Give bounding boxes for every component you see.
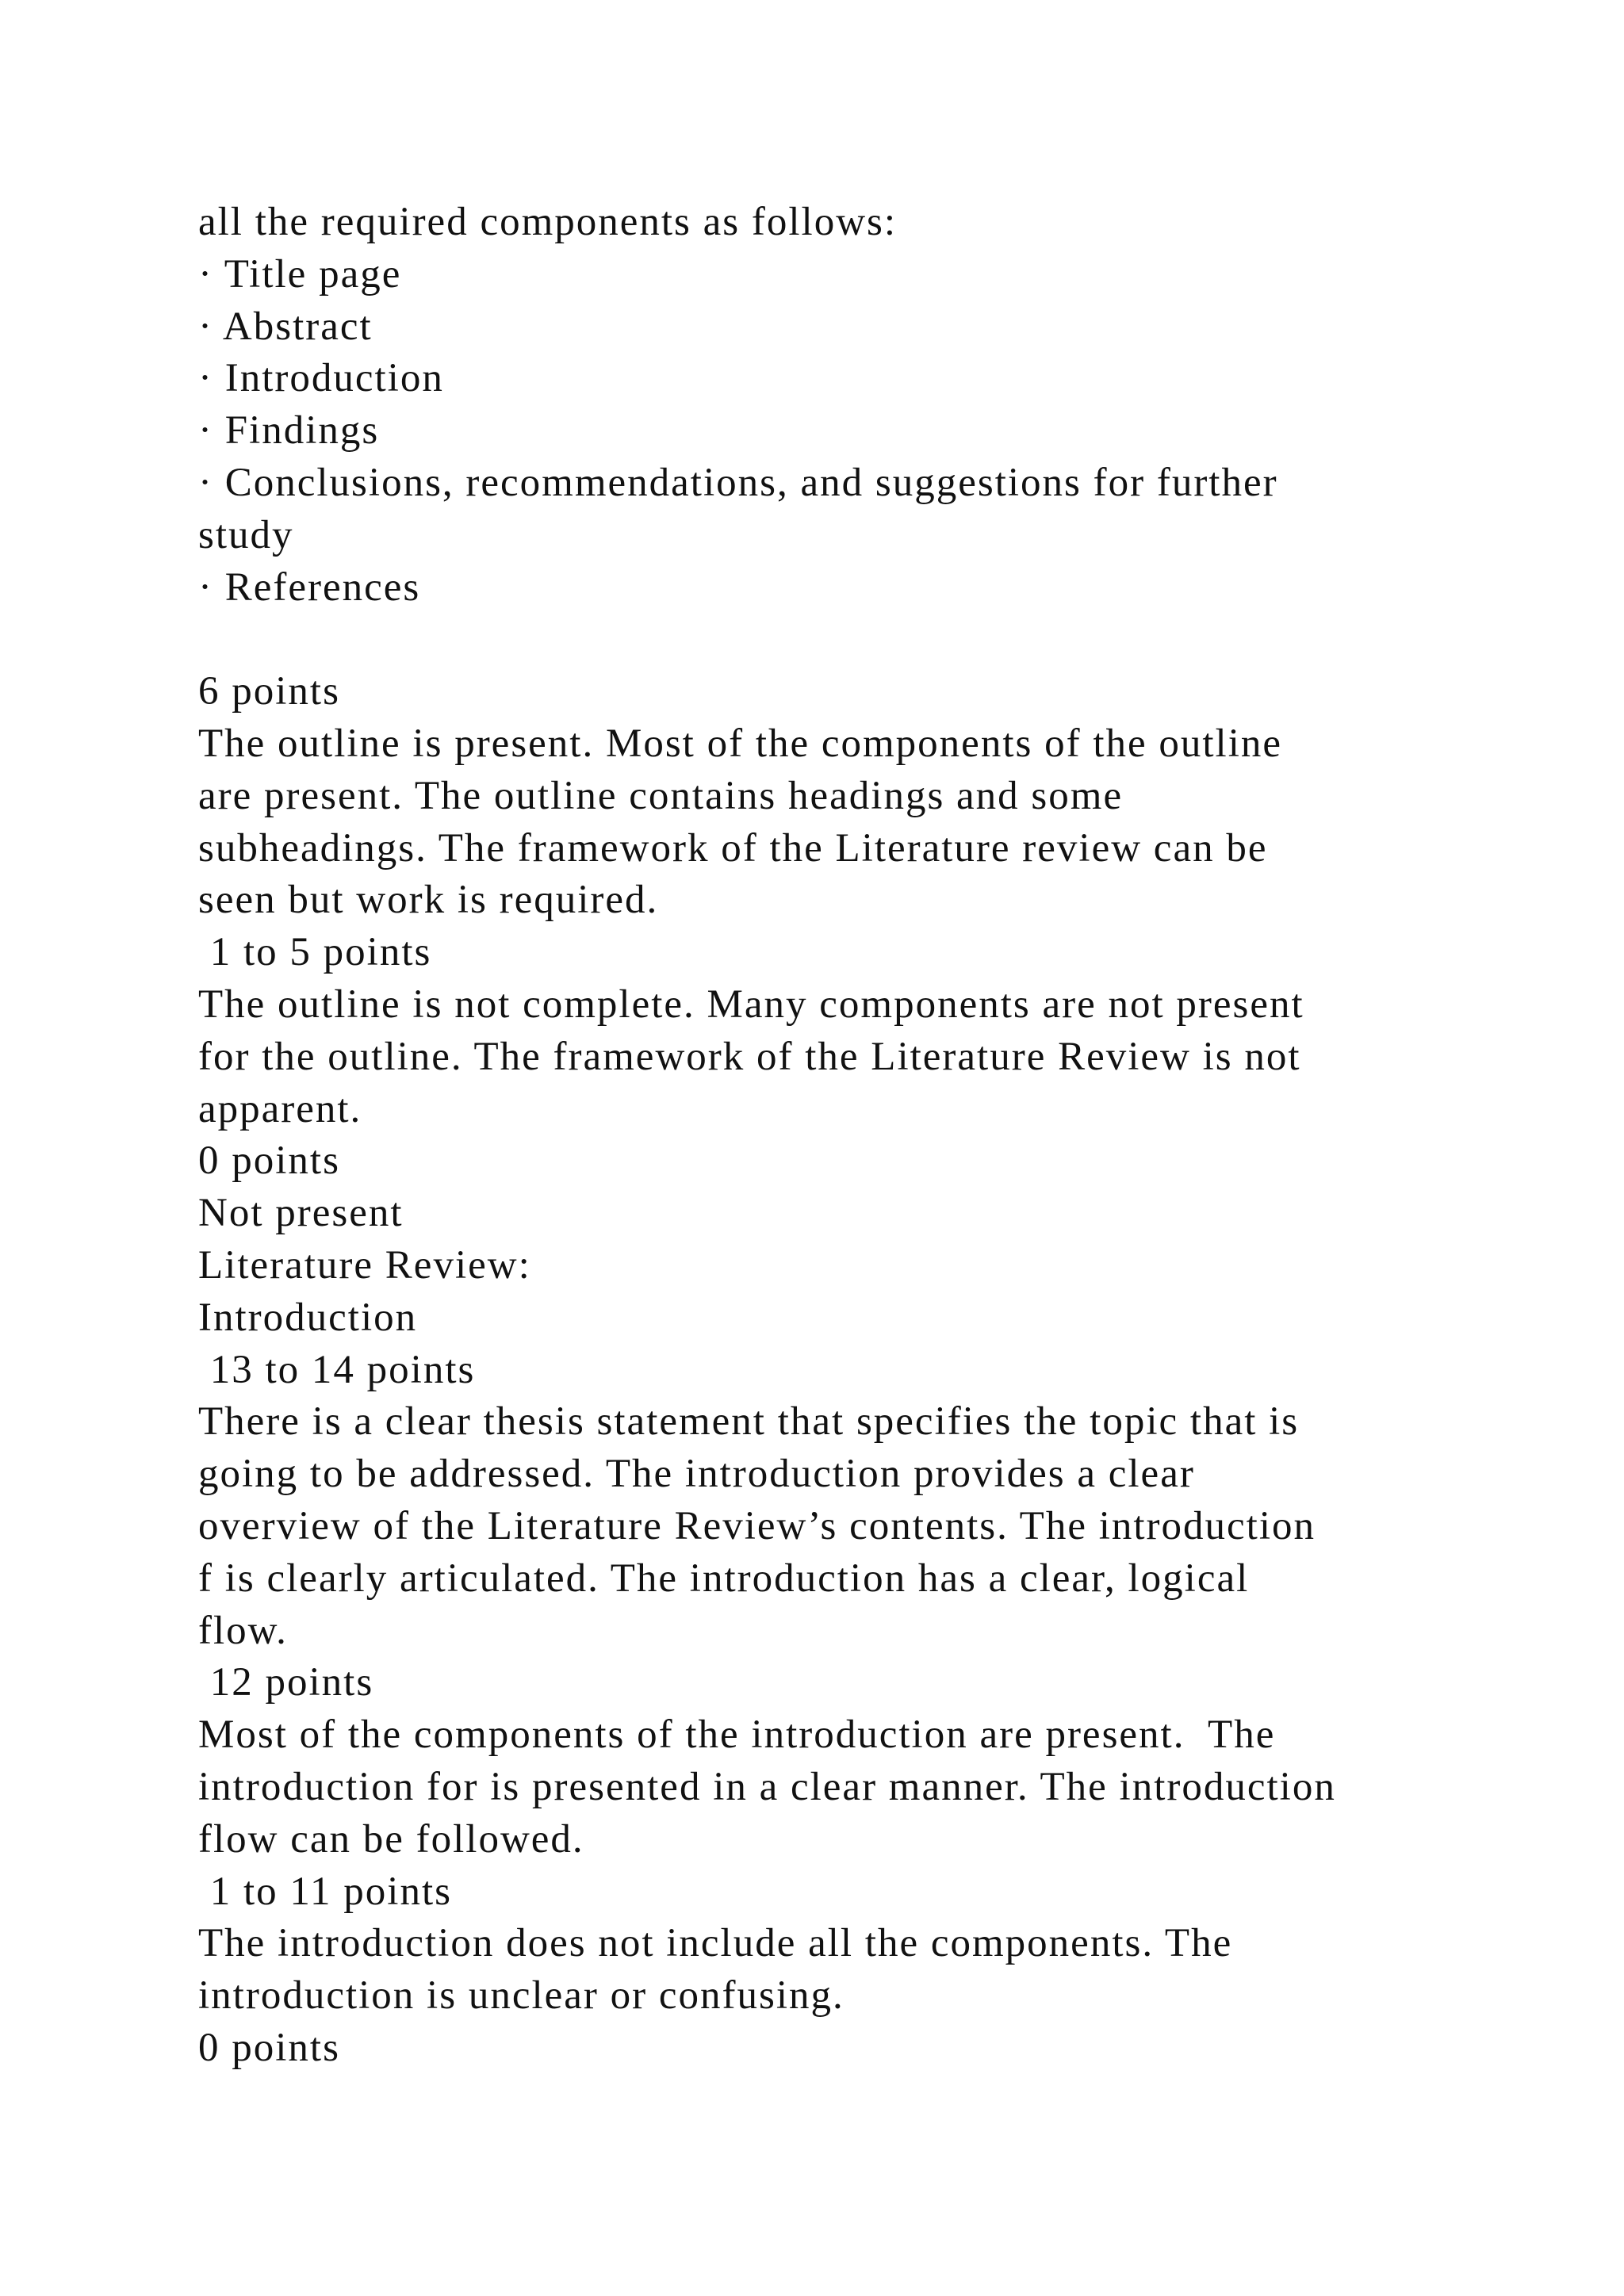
points-label: 1 to 11 points	[198, 1869, 452, 1914]
points-label: 13 to 14 points	[198, 1347, 476, 1392]
text-line: apparent.	[198, 1086, 362, 1131]
text-line: The outline is present. Most of the components of the outline	[198, 721, 1283, 766]
list-item: · Introduction	[198, 356, 444, 401]
text-line: The outline is not complete. Many components are not present	[198, 982, 1304, 1027]
text-line: flow.	[198, 1608, 288, 1653]
text-line: introduction is unclear or confusing.	[198, 1973, 845, 2019]
text-line: seen but work is required.	[198, 878, 659, 923]
text-line: f is clearly articulated. The introduction has a clear, logical	[198, 1556, 1250, 1601]
section-subheading: Introduction	[198, 1295, 418, 1340]
list-item: · References	[198, 564, 421, 610]
text-line: The introduction does not include all the components. The	[198, 1921, 1233, 1966]
text-line: all the required components as follows:	[198, 200, 898, 244]
list-item: · Abstract	[198, 304, 373, 349]
list-item: · Findings	[198, 408, 380, 453]
text-line: for the outline. The framework of the Literature Review is not	[198, 1034, 1301, 1079]
text-line: Most of the components of the introduction are present. The	[198, 1712, 1276, 1758]
blank-line	[198, 614, 1467, 666]
text-line: Not present	[198, 1191, 404, 1236]
text-line: There is a clear thesis statement that specifies the topic that is	[198, 1399, 1300, 1445]
text-line: flow can be followed.	[198, 1816, 584, 1862]
text-line: going to be addressed. The introduction provides a clear	[198, 1452, 1195, 1497]
list-item: · Conclusions, recommendations, and suggestions for further	[198, 460, 1278, 505]
list-item: · Title page	[198, 251, 402, 297]
text-line: introduction for is presented in a clear manner. The introduction	[198, 1764, 1336, 1809]
text-line: subheadings. The framework of the Literature review can be	[198, 825, 1268, 871]
text-line: are present. The outline contains headings and some	[198, 773, 1124, 818]
points-label: 0 points	[198, 1138, 340, 1184]
points-label: 0 points	[198, 2025, 340, 2070]
document-page	[198, 197, 1467, 2075]
points-label: 12 points	[198, 1660, 374, 1705]
section-heading: Literature Review:	[198, 1242, 531, 1288]
points-label: 6 points	[198, 669, 340, 714]
text-line: study	[198, 512, 294, 557]
text-line: overview of the Literature Review’s contents. The introduction	[198, 1503, 1316, 1548]
points-label: 1 to 5 points	[198, 930, 432, 975]
